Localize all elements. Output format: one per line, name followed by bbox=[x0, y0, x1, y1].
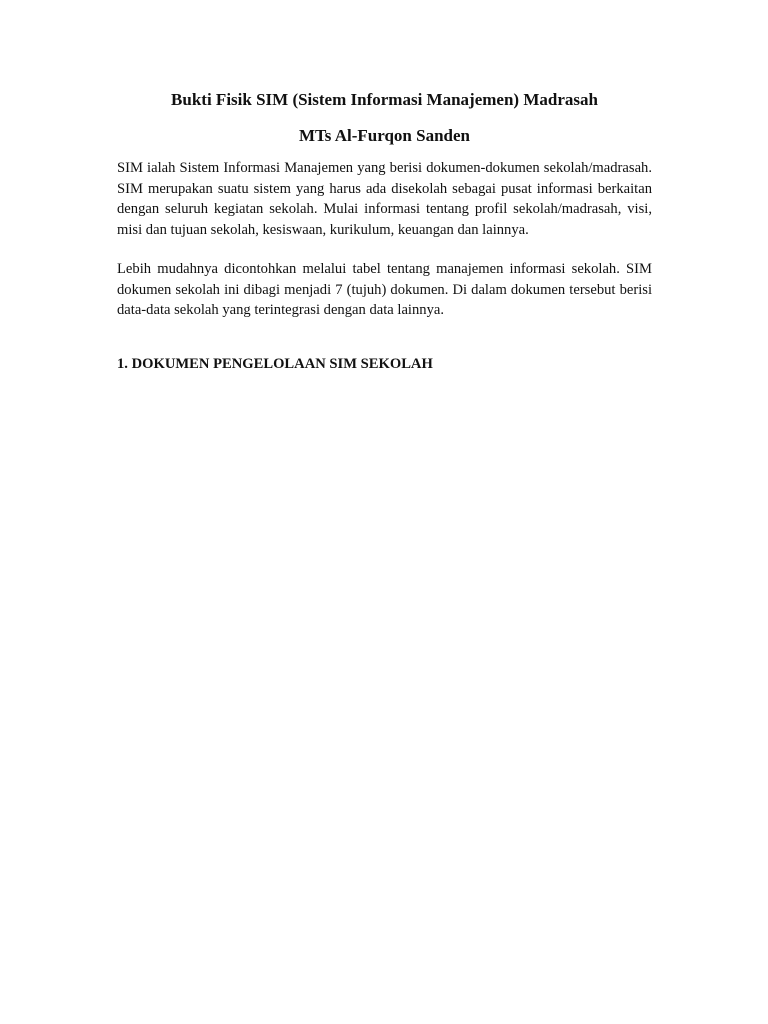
section-heading: 1. DOKUMEN PENGELOLAAN SIM SEKOLAH bbox=[117, 355, 433, 372]
document-content bbox=[117, 86, 652, 374]
document-title: Bukti Fisik SIM (Sistem Informasi Manajemen) Madrasah bbox=[171, 90, 598, 109]
second-paragraph: Lebih mudahnya dicontohkan melalui tabel tentang manajemen informasi sekolah. SIM dokumen sekolah ini dibagi menjadi 7 (tujuh) dokumen. Di dalam dokumen tersebut berisi data-data sekolah yang terintegrasi dengan data lainnya. bbox=[117, 261, 652, 318]
document-subtitle: MTs Al-Furqon Sanden bbox=[298, 126, 470, 145]
intro-paragraph: SIM ialah Sistem Informasi Manajemen yang berisi dokumen-dokumen sekolah/madrasah. SIM merupakan suatu sistem yang harus ada disekolah sebagai pusat informasi berkaitan dengan seluruh kegiatan sekolah. Mulai informasi tentang profil sekolah/madrasah, visi, misi dan tujuan sekolah, kesiswaan, kurikulum, keuangan dan lainnya. bbox=[117, 160, 652, 238]
